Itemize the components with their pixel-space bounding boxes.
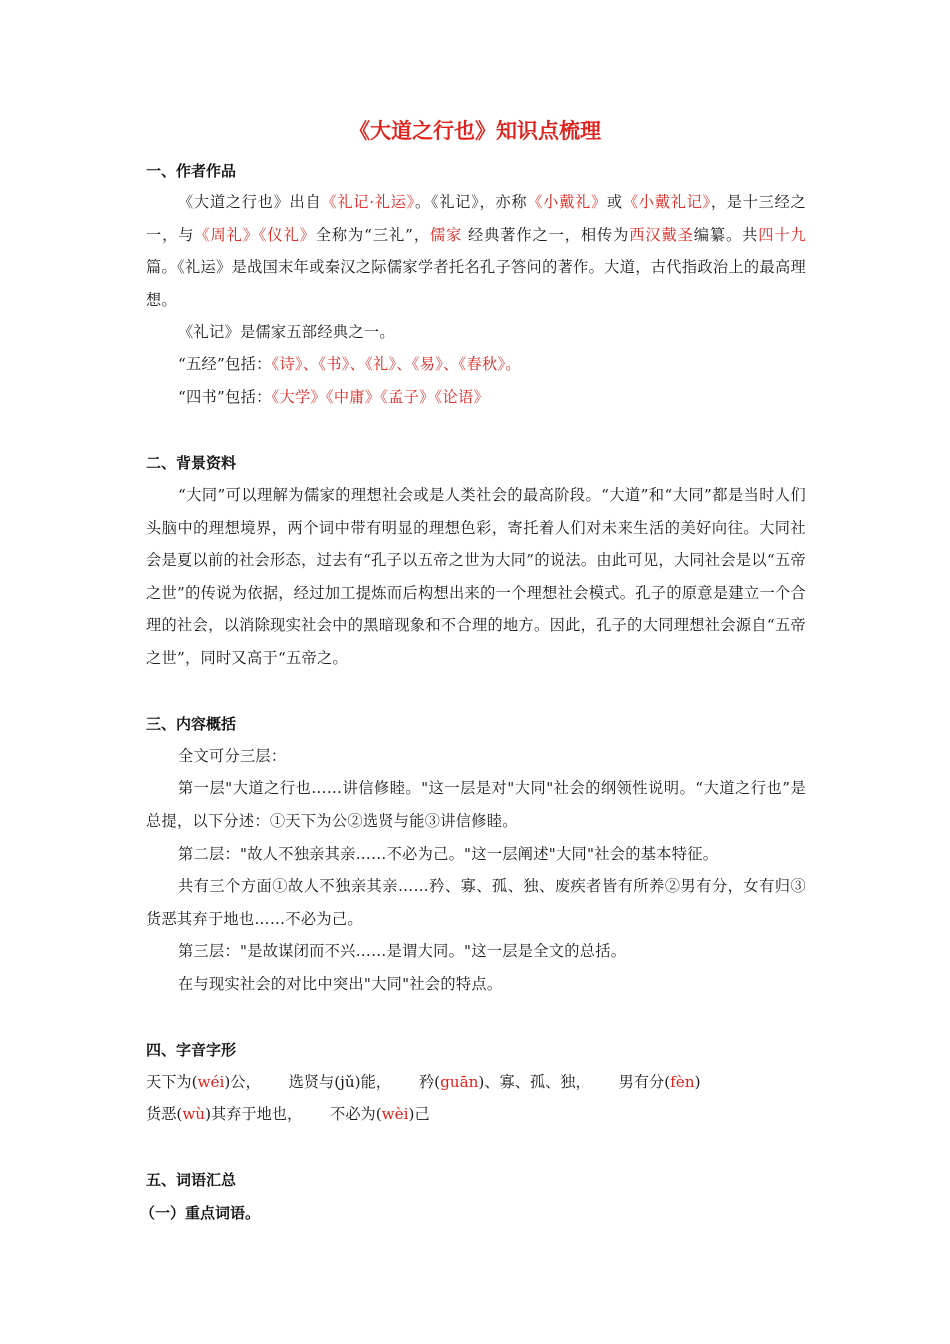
segment-text: 经典著作之一，相传为	[462, 225, 630, 244]
pinyin-text: 货恶(	[146, 1105, 183, 1123]
pronunciation-item	[619, 1073, 701, 1091]
sishu-value: 《大学》《中庸》《孟子》《论语》	[271, 388, 489, 406]
pinyin-text: )	[694, 1073, 701, 1091]
section1-heading: 一、作者作品	[146, 162, 237, 180]
section2-heading: 二、背景资料	[146, 454, 237, 472]
pinyin-text: )己	[408, 1105, 430, 1123]
segment-highlight: 四十九	[758, 225, 807, 244]
sishu-label: “四书”包括：	[178, 388, 272, 406]
section3-heading: 三、内容概括	[146, 715, 237, 733]
section3-paragraph3: 第二层："故人不独亲其亲……不必为己。"这一层阐述"大同"社会的基本特征。	[178, 845, 719, 863]
pinyin-text: 不必为(	[330, 1105, 382, 1123]
segment-text: ，是十三经之一，与	[146, 193, 807, 244]
segment-highlight: 儒家	[429, 225, 463, 244]
wujing-label: “五经”包括：	[178, 355, 272, 373]
pronunciation-item	[146, 1073, 261, 1091]
pronunciation-item	[419, 1073, 591, 1091]
pronunciation-item	[146, 1105, 302, 1123]
segment-text: 《大道之行也》出自	[178, 193, 322, 211]
section3-paragraph2: 第一层"大道之行也……讲信修睦。"这一层是对"大同"社会的纲领性说明。“大道之行也”是总提，以下分述：①天下为公②选贤与能③讲信修睦。	[146, 779, 806, 830]
section1-wujing-line	[146, 348, 806, 381]
segment-text: 编纂。共	[693, 225, 759, 244]
pinyin-highlight: fèn	[670, 1073, 695, 1091]
pinyin-highlight: wéi	[197, 1073, 225, 1091]
pronunciation-item	[289, 1073, 391, 1091]
section3-paragraph1: 全文可分三层：	[178, 747, 287, 765]
section1-sishu-line	[146, 381, 806, 414]
pronunciation-line2	[146, 1101, 806, 1127]
section1-paragraph1	[146, 186, 806, 316]
section3-paragraph4: 共有三个方面①故人不独亲其亲……矜、寡、孤、独、废疾者皆有所养②男有分，女有归③货恶其弃于地也……不必为己。	[146, 877, 806, 928]
segment-text: 或	[606, 193, 623, 211]
segment-highlight: 《周礼》《仪礼》	[194, 225, 316, 244]
segment-text: 篇。《礼运》是战国末年或秦汉之际儒家学者托名孔子答问的著作。大道，古代指政治上的最高理想。	[146, 258, 806, 309]
pinyin-text: 男有分(	[618, 1073, 671, 1091]
section2-paragraph: “大同”可以理解为儒家的理想社会或是人类社会的最高阶段。“大道”和“大同”都是当时人们头脑中的理想境界，两个词中带有明显的理想色彩，寄托着人们对未来生活的美好向往。大同社会是夏以前的社会形态，过去有“孔子以五帝之世为大同”的说法。由此可见，大同社会是以“五帝之世”的传说为依据，经过加工提炼而后构想出来的一个理想社会模式。孔子的原意是建立一个合理的社会，以消除现实社会中的黑暗现象和不合理的地方。因此，孔子的大同理想社会源自“五帝之世”，同时又高于“五帝之。	[146, 486, 806, 667]
pinyin-text: 选贤与(jǔ)能，	[288, 1073, 391, 1091]
pinyin-highlight: wù	[182, 1105, 206, 1123]
segment-highlight: 西汉戴圣	[629, 225, 694, 244]
segment-text: 。《礼记》，亦称	[414, 193, 528, 211]
pinyin-text: )公，	[224, 1073, 261, 1091]
segment-highlight: 《礼记·礼运》	[321, 193, 415, 211]
pronunciation-line1	[146, 1069, 806, 1095]
pinyin-text: )其弃于地也，	[205, 1105, 303, 1123]
wujing-value: 《诗》、《书》、《礼》、《易》、《春秋》。	[271, 355, 521, 373]
pronunciation-item	[330, 1105, 429, 1123]
pinyin-text: )、寡、孤、独，	[478, 1073, 591, 1091]
document-title: 《大道之行也》知识点梳理	[349, 119, 601, 143]
section4-heading: 四、字音字形	[146, 1041, 237, 1059]
segment-highlight: 《小戴礼》	[527, 193, 607, 211]
section1-paragraph2: 《礼记》是儒家五部经典之一。	[178, 323, 395, 341]
section5-subheading: （一）重点词语。	[140, 1204, 261, 1222]
pinyin-text: 矜(	[418, 1073, 441, 1091]
segment-text: 全称为“三礼”，	[315, 225, 430, 244]
section5-heading: 五、词语汇总	[146, 1171, 237, 1189]
pinyin-highlight: guān	[440, 1073, 479, 1091]
section3-paragraph6: 在与现实社会的对比中突出"大同"社会的特点。	[178, 975, 503, 993]
section3-paragraph5: 第三层："是故谋闭而不兴……是谓大同。"这一层是全文的总括。	[178, 942, 627, 960]
segment-highlight: 《小戴礼记》	[622, 193, 711, 211]
pinyin-highlight: wèi	[381, 1105, 409, 1123]
pinyin-text: 天下为(	[146, 1073, 198, 1091]
